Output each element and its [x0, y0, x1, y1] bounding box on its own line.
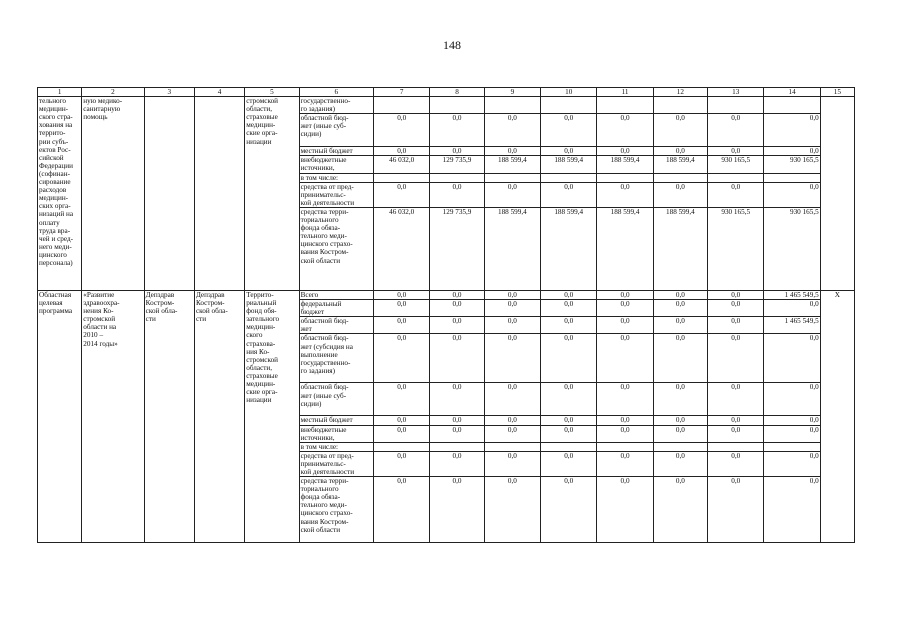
value-cell: 0,0: [484, 451, 540, 476]
funding-source-text: федеральный бюджет: [300, 300, 342, 317]
participants-cell-text: Террито- риальный фонд обя- зательного медицин- ского страхова- ния Ко- стромской области, страховые медицин- ские орга- низации: [246, 290, 280, 405]
value-cell: 0,0: [597, 334, 653, 383]
header-cell: 8: [430, 88, 484, 97]
funding-source-text: средства от пред- принимательс- кой деятельности: [300, 451, 355, 476]
value-cell: [708, 97, 764, 114]
funding-source-label: [299, 477, 373, 543]
funding-source-text: местный бюджет: [300, 147, 353, 156]
value-cell: 0,0: [653, 383, 707, 416]
value-cell: 0,0: [374, 334, 430, 383]
value-cell: 0,0: [764, 114, 820, 147]
value-cell: 0,0: [541, 114, 597, 147]
column-15-cell: [820, 97, 854, 291]
value-cell: 0,0: [653, 451, 707, 476]
value-cell: 0,0: [541, 300, 597, 317]
value-cell: 0,0: [374, 182, 430, 207]
coordinator-cell: [194, 97, 244, 291]
value-cell: [484, 173, 540, 182]
value-cell: 0,0: [597, 300, 653, 317]
funding-source-text: в том числе:: [300, 442, 339, 451]
value-cell: 0,0: [597, 182, 653, 207]
funding-source-label: [299, 147, 373, 156]
value-cell: 0,0: [597, 416, 653, 425]
value-cell: 0,0: [541, 477, 597, 543]
value-cell: 0,0: [541, 416, 597, 425]
value-cell: 0,0: [597, 317, 653, 334]
value-cell: 0,0: [597, 451, 653, 476]
column-15-cell: Х: [820, 290, 854, 542]
value-cell: 0,0: [764, 451, 820, 476]
value-cell: 0,0: [764, 182, 820, 207]
value-cell: 0,0: [708, 477, 764, 543]
header-row: [38, 88, 855, 97]
value-cell: 0,0: [708, 300, 764, 317]
executor-cell: [144, 290, 194, 542]
funding-source-text: средства терри- ториального фонда обяза- тельного меди- цинского страхо- вания Костром- ской области: [300, 477, 353, 534]
value-cell: 0,0: [541, 334, 597, 383]
program-title-cell: [82, 290, 144, 542]
program-title-cell: [82, 97, 144, 291]
value-cell: 0,0: [764, 383, 820, 416]
budget-table: [37, 87, 855, 543]
value-cell: 0,0: [374, 451, 430, 476]
funding-source-label: [299, 442, 373, 451]
value-cell: 0,0: [430, 477, 484, 543]
value-cell: 0,0: [374, 477, 430, 543]
value-cell: 0,0: [708, 416, 764, 425]
program-title-cell-text: «Развитие здравоохра- нения Ко- стромской области на 2010 – 2014 годы»: [83, 290, 120, 348]
value-cell: [541, 442, 597, 451]
value-cell: 188 599,4: [597, 156, 653, 173]
program-name-cell-text: Областная целевая программа: [39, 290, 73, 316]
value-cell: 0,0: [484, 317, 540, 334]
program-name-cell: [38, 290, 82, 542]
funding-source-label: [299, 97, 373, 114]
value-cell: 0,0: [653, 425, 707, 442]
participants-cell: [245, 290, 299, 542]
value-cell: [430, 173, 484, 182]
value-cell: 0,0: [708, 451, 764, 476]
value-cell: 0,0: [653, 334, 707, 383]
value-cell: 0,0: [708, 334, 764, 383]
funding-source-text: средства от пред- принимательс- кой деятельности: [300, 182, 355, 207]
funding-source-label: [299, 334, 373, 383]
value-cell: [764, 97, 820, 114]
value-cell: 0,0: [430, 416, 484, 425]
value-cell: 0,0: [597, 114, 653, 147]
funding-source-text: местный бюджет: [300, 416, 353, 425]
funding-source-label: [299, 416, 373, 425]
value-cell: [484, 442, 540, 451]
value-cell: 0,0: [597, 383, 653, 416]
value-cell: 930 165,5: [764, 156, 820, 173]
funding-source-text: областной бюд- жет (иные суб- сидии): [300, 114, 349, 139]
header-cell: 1: [38, 88, 82, 97]
funding-source-text: областной бюд- жет (субсидия на выполнение государственно- го задания): [300, 334, 353, 375]
value-cell: 0,0: [653, 114, 707, 147]
funding-source-text: внебюджетные источники,: [300, 156, 347, 173]
value-cell: 0,0: [764, 147, 820, 156]
value-cell: 0,0: [541, 425, 597, 442]
value-cell: 188 599,4: [541, 156, 597, 173]
value-cell: [597, 97, 653, 114]
funding-source-text: областной бюд- жет (иные суб- сидии): [300, 383, 349, 408]
block-b: [38, 290, 855, 542]
value-cell: 46 032,0: [374, 156, 430, 173]
value-cell: [374, 97, 430, 114]
value-cell: 930 165,5: [708, 156, 764, 173]
value-cell: [597, 173, 653, 182]
value-cell: 0,0: [653, 416, 707, 425]
funding-source-label: [299, 173, 373, 182]
header-cell: 12: [653, 88, 707, 97]
value-cell: 0,0: [484, 477, 540, 543]
program-name-cell-text: тельного медицин- ского стра- хования на террито- рии субъ- ектов Рос- сийской Федерации (софинан- сирование расходов медицин- ских орга- низаций на оплату труда вра- чей и сред- него меди- цинского персонала): [39, 97, 74, 267]
header-cell: 14: [764, 88, 820, 97]
value-cell: 0,0: [430, 451, 484, 476]
value-cell: 0,0: [484, 182, 540, 207]
value-cell: 0,0: [597, 477, 653, 543]
value-cell: [764, 173, 820, 182]
value-cell: 0,0: [430, 334, 484, 383]
value-cell: 0,0: [484, 383, 540, 416]
value-cell: 0,0: [653, 317, 707, 334]
value-cell: 1 465 549,5: [764, 290, 820, 299]
header-cell: 15: [820, 88, 854, 97]
value-cell: 0,0: [484, 300, 540, 317]
value-cell: 188 599,4: [484, 156, 540, 173]
value-cell: 0,0: [541, 451, 597, 476]
value-cell: 0,0: [764, 425, 820, 442]
program-title-cell-text: ную медико- санитарную помощь: [83, 97, 123, 122]
value-cell: 0,0: [484, 114, 540, 147]
value-cell: 0,0: [708, 425, 764, 442]
value-cell: [653, 97, 707, 114]
funding-source-label: [299, 425, 373, 442]
value-cell: 0,0: [484, 416, 540, 425]
value-cell: 0,0: [597, 290, 653, 299]
header-cell: 7: [374, 88, 430, 97]
value-cell: 0,0: [430, 300, 484, 317]
value-cell: 0,0: [708, 383, 764, 416]
value-cell: [653, 442, 707, 451]
value-cell: 0,0: [541, 290, 597, 299]
value-cell: 0,0: [708, 114, 764, 147]
value-cell: 0,0: [430, 182, 484, 207]
funding-source-text: в том числе:: [300, 173, 339, 182]
value-cell: 0,0: [653, 477, 707, 543]
coordinator-cell-text: Депздрав Костром- ской обла- сти: [195, 290, 228, 324]
value-cell: 1 465 549,5: [764, 317, 820, 334]
value-cell: 0,0: [708, 317, 764, 334]
value-cell: 0,0: [430, 290, 484, 299]
page-number: 148: [443, 38, 461, 52]
funding-source-text: внебюджетные источники,: [300, 425, 347, 442]
value-cell: 188 599,4: [653, 156, 707, 173]
funding-source-text: средства терри- ториального фонда обяза- тельного меди- цинского страхо- вания Костром- ской области: [300, 207, 353, 265]
value-cell: 0,0: [374, 383, 430, 416]
header-cell: 5: [245, 88, 299, 97]
funding-source-text: государственно- го задания): [300, 97, 351, 114]
value-cell: 0,0: [430, 147, 484, 156]
value-cell: 188 599,4: [541, 207, 597, 290]
value-cell: 0,0: [484, 290, 540, 299]
value-cell: 0,0: [374, 290, 430, 299]
header-cell: 10: [541, 88, 597, 97]
value-cell: 0,0: [597, 425, 653, 442]
funding-source-label: [299, 207, 373, 290]
value-cell: 0,0: [653, 300, 707, 317]
value-cell: [708, 173, 764, 182]
value-cell: 0,0: [374, 416, 430, 425]
value-cell: 0,0: [708, 182, 764, 207]
value-cell: 0,0: [653, 290, 707, 299]
value-cell: 0,0: [708, 147, 764, 156]
value-cell: 129 735,9: [430, 156, 484, 173]
value-cell: 0,0: [541, 182, 597, 207]
funding-source-label: [299, 451, 373, 476]
value-cell: [541, 97, 597, 114]
header-cell: 3: [144, 88, 194, 97]
value-cell: 0,0: [374, 317, 430, 334]
value-cell: [374, 442, 430, 451]
funding-source-label: [299, 156, 373, 173]
value-cell: [708, 442, 764, 451]
header-cell: 13: [708, 88, 764, 97]
funding-source-label: [299, 317, 373, 334]
table-row: [38, 290, 855, 299]
value-cell: 0,0: [484, 334, 540, 383]
value-cell: 0,0: [484, 147, 540, 156]
value-cell: 0,0: [484, 425, 540, 442]
value-cell: [374, 173, 430, 182]
funding-source-label: [299, 300, 373, 317]
value-cell: 0,0: [430, 383, 484, 416]
funding-source-text: Всего: [300, 290, 319, 299]
executor-cell-text: Депздрав Костром- ской обла- сти: [145, 290, 178, 324]
funding-source-label: [299, 383, 373, 416]
value-cell: 0,0: [541, 317, 597, 334]
funding-source-text: областной бюд- жет: [300, 317, 349, 334]
header-cell: 11: [597, 88, 653, 97]
value-cell: [430, 97, 484, 114]
value-cell: 930 165,5: [708, 207, 764, 290]
participants-cell: [245, 97, 299, 291]
value-cell: 0,0: [374, 300, 430, 317]
value-cell: [653, 173, 707, 182]
value-cell: 0,0: [764, 477, 820, 543]
value-cell: 0,0: [374, 114, 430, 147]
value-cell: 0,0: [430, 317, 484, 334]
program-name-cell: [38, 97, 82, 291]
value-cell: [430, 442, 484, 451]
value-cell: 0,0: [541, 383, 597, 416]
value-cell: 930 165,5: [764, 207, 820, 290]
header-cell: 4: [194, 88, 244, 97]
value-cell: 129 735,9: [430, 207, 484, 290]
value-cell: 46 032,0: [374, 207, 430, 290]
block-a: [38, 97, 855, 291]
table-row: [38, 97, 855, 114]
coordinator-cell: [194, 290, 244, 542]
value-cell: 0,0: [597, 147, 653, 156]
header-cell: 2: [82, 88, 144, 97]
value-cell: [764, 442, 820, 451]
value-cell: 0,0: [374, 425, 430, 442]
header-cell: 9: [484, 88, 540, 97]
value-cell: [597, 442, 653, 451]
header-cell: 6: [299, 88, 373, 97]
value-cell: [484, 97, 540, 114]
value-cell: 0,0: [653, 147, 707, 156]
participants-cell-text: стромской области, страховые медицин- ские орга- низации: [246, 97, 279, 146]
funding-source-label: [299, 290, 373, 299]
value-cell: 0,0: [430, 114, 484, 147]
value-cell: 188 599,4: [484, 207, 540, 290]
funding-source-label: [299, 182, 373, 207]
value-cell: 0,0: [764, 334, 820, 383]
value-cell: 0,0: [764, 416, 820, 425]
value-cell: 0,0: [764, 300, 820, 317]
value-cell: 188 599,4: [597, 207, 653, 290]
value-cell: 0,0: [374, 147, 430, 156]
value-cell: 0,0: [541, 147, 597, 156]
value-cell: 188 599,4: [653, 207, 707, 290]
funding-source-label: [299, 114, 373, 147]
value-cell: 0,0: [653, 182, 707, 207]
executor-cell: [144, 97, 194, 291]
value-cell: 0,0: [708, 290, 764, 299]
value-cell: 0,0: [430, 425, 484, 442]
value-cell: [541, 173, 597, 182]
